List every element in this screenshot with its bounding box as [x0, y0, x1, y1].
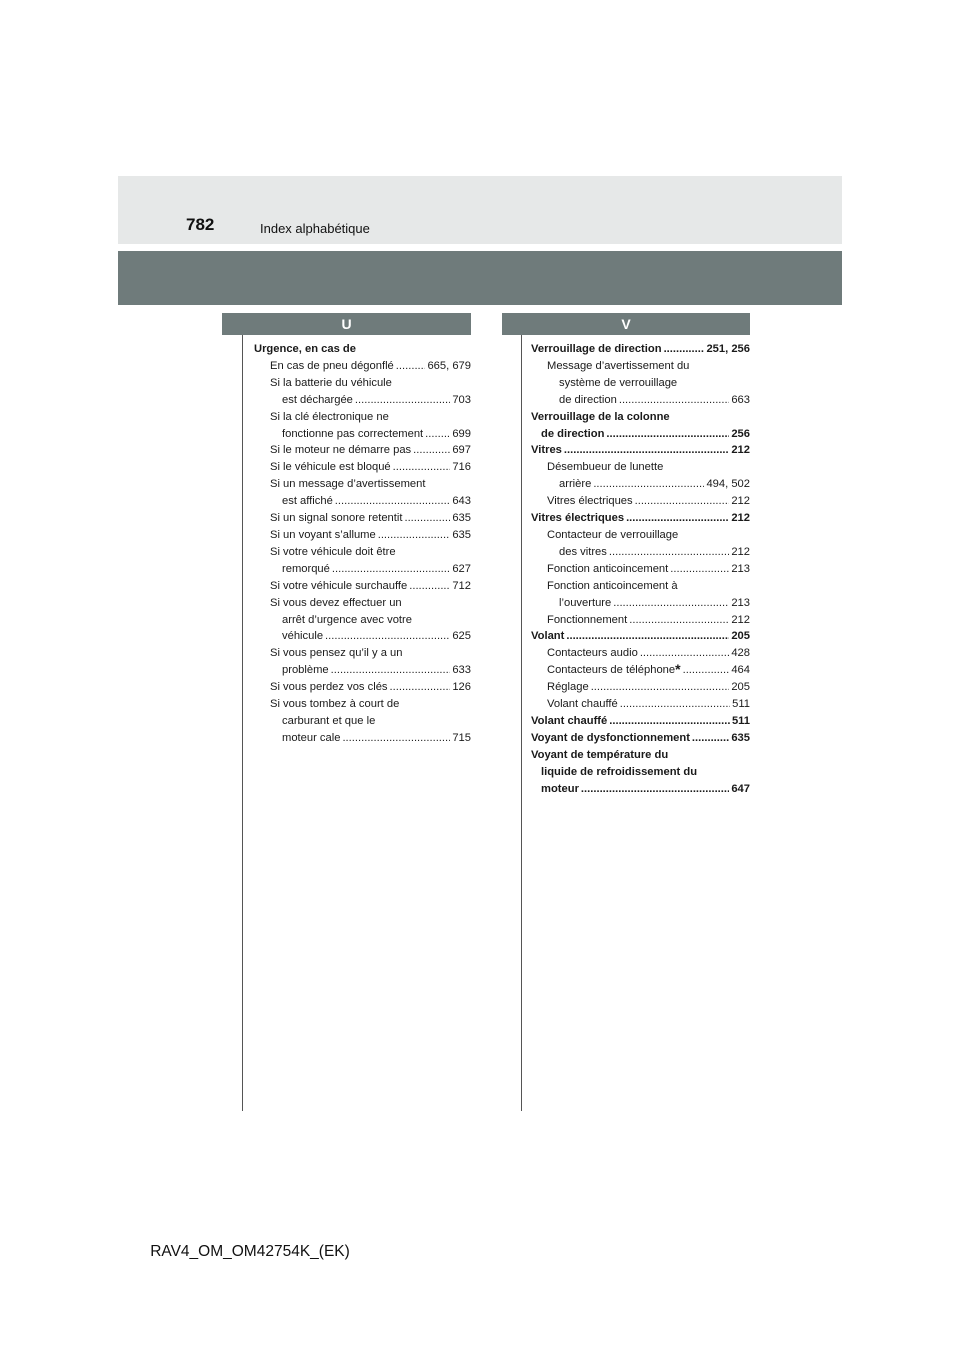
- dot-leader: [332, 561, 450, 578]
- entry-text: système de verrouillage: [559, 376, 678, 389]
- entry-text: Volant chauffé: [547, 698, 618, 711]
- index-entry: [254, 426, 471, 443]
- page-reference: 212: [731, 495, 750, 508]
- entry-text: Si la clé électronique ne: [270, 410, 389, 423]
- entry-text: Verrouillage de direction: [531, 343, 662, 355]
- entry-text: Si un voyant s’allume: [270, 528, 376, 541]
- index-entry: [531, 561, 750, 578]
- index-entry: [531, 459, 750, 476]
- page-reference: 494, 502: [706, 478, 750, 491]
- entry-text: Si la batterie du véhicule: [270, 376, 392, 389]
- dot-leader: [683, 662, 730, 679]
- page-reference: 635: [731, 731, 750, 744]
- entry-text: liquide de refroidissement du: [541, 765, 698, 778]
- index-entry: [531, 696, 750, 713]
- dot-leader: [378, 527, 451, 544]
- page-reference: 647: [731, 782, 750, 795]
- dot-leader: [664, 341, 705, 358]
- index-entry: [254, 358, 471, 375]
- index-entry: [254, 375, 471, 392]
- entry-text: Fonction anticoincement: [547, 562, 669, 575]
- dot-leader: [581, 781, 729, 798]
- index-entry: [254, 612, 471, 629]
- page-reference: 699: [452, 427, 471, 440]
- entry-text: En cas de pneu dégonflé: [270, 359, 394, 372]
- entry-text: moteur cale: [282, 731, 341, 744]
- index-entry: [531, 628, 750, 645]
- page-reference: 627: [452, 562, 471, 575]
- dot-leader: [619, 392, 729, 409]
- column-divider-right: [521, 335, 522, 1111]
- index-entry: [531, 612, 750, 629]
- index-entry: [531, 747, 750, 764]
- entry-text: Fonction anticoincement à: [547, 579, 678, 592]
- index-entry: [254, 409, 471, 426]
- entry-text: arrêt d’urgence avec votre: [282, 613, 412, 626]
- entry-text: Contacteurs audio: [547, 647, 638, 660]
- column-divider-left: [242, 335, 243, 1111]
- entry-text: Verrouillage de la colonne: [531, 410, 670, 423]
- dot-leader: [593, 476, 704, 493]
- entry-text: Si le véhicule est bloqué: [270, 461, 391, 474]
- entry-text: Vitres électriques: [547, 495, 633, 508]
- index-entry: [254, 442, 471, 459]
- entry-text: problème: [282, 664, 329, 677]
- page-reference: 212: [731, 545, 750, 558]
- index-entry: [254, 730, 471, 747]
- dot-leader: [425, 426, 450, 443]
- dot-leader: [640, 645, 730, 662]
- entry-text: Réglage: [547, 681, 589, 694]
- page-reference: 703: [452, 393, 471, 406]
- entry-text: est déchargée: [282, 393, 353, 406]
- entry-text: arrière: [559, 478, 592, 491]
- index-entry: [531, 341, 750, 358]
- dot-leader: [635, 493, 730, 510]
- index-entry: [531, 409, 750, 426]
- index-entry: [531, 358, 750, 375]
- dot-leader: [620, 696, 730, 713]
- entry-text: de direction: [559, 393, 617, 406]
- index-entry: [254, 561, 471, 578]
- entry-text: Si un message d’avertissement: [270, 478, 426, 491]
- index-entry: [254, 476, 471, 493]
- page-reference: 511: [731, 714, 750, 727]
- entry-text: Volant chauffé: [531, 714, 608, 727]
- dot-leader: [591, 679, 730, 696]
- index-entry: [531, 730, 750, 747]
- page-reference: 205: [731, 630, 750, 643]
- index-column-v: [531, 341, 750, 797]
- dot-leader: [629, 612, 729, 629]
- index-entry: [531, 781, 750, 798]
- index-entry: [531, 595, 750, 612]
- entry-text: Contacteurs de téléphone: [547, 664, 676, 677]
- index-entry: [254, 662, 471, 679]
- entry-text: Si vous devez effectuer un: [270, 596, 402, 609]
- index-entry: [254, 459, 471, 476]
- entry-text: moteur: [541, 782, 579, 795]
- dot-leader: [609, 544, 729, 561]
- dot-leader: [325, 628, 450, 645]
- page-reference: 697: [452, 444, 471, 457]
- dot-leader: [409, 578, 450, 595]
- page-reference: 212: [731, 444, 750, 457]
- index-entry: [531, 375, 750, 392]
- dot-leader: [692, 730, 729, 747]
- entry-text: Si le moteur ne démarre pas: [270, 444, 412, 457]
- page-reference: 643: [452, 495, 471, 508]
- index-entry: [254, 392, 471, 409]
- entry-text: Urgence, en cas de: [254, 343, 356, 355]
- entry-text: Contacteur de verrouillage: [547, 528, 679, 541]
- page-reference: 635: [452, 528, 471, 541]
- header-band: [118, 176, 842, 244]
- page-reference: 126: [452, 681, 471, 694]
- entry-text: Si un signal sonore retentit: [270, 512, 403, 525]
- index-entry: [531, 544, 750, 561]
- entry-text: de direction: [541, 427, 605, 440]
- entry-text: Voyant de dysfonctionnement: [531, 731, 690, 744]
- page-reference: 715: [452, 731, 471, 744]
- index-entry: [531, 527, 750, 544]
- entry-text: fonctionne pas correctement: [282, 427, 424, 440]
- index-entry: [254, 628, 471, 645]
- page-reference: 213: [731, 562, 750, 575]
- index-entry: [531, 476, 750, 493]
- dot-leader: [413, 442, 450, 459]
- page-reference: 663: [731, 393, 750, 406]
- dot-leader: [564, 442, 729, 459]
- index-entry: [531, 679, 750, 696]
- dot-leader: [335, 493, 451, 510]
- page-reference: 625: [452, 630, 471, 643]
- dot-leader: [566, 628, 729, 645]
- index-entry: [531, 392, 750, 409]
- index-entry: [254, 645, 471, 662]
- index-entry: [254, 510, 471, 527]
- dot-leader: [613, 595, 729, 612]
- index-entry: [531, 764, 750, 781]
- dot-leader: [404, 510, 450, 527]
- page-number: 782: [186, 215, 215, 234]
- index-entry: [531, 426, 750, 443]
- dot-leader: [396, 358, 426, 375]
- index-entry: [531, 442, 750, 459]
- index-entry: [254, 679, 471, 696]
- page-reference: 251, 256: [706, 343, 750, 355]
- entry-text: véhicule: [282, 630, 324, 643]
- dot-leader: [331, 662, 451, 679]
- page-reference: 716: [452, 461, 471, 474]
- page-reference: 428: [731, 647, 750, 660]
- entry-text: Voyant de température du: [531, 748, 669, 761]
- dot-leader: [390, 679, 451, 696]
- entry-text: Si vous pensez qu’il y a un: [270, 647, 403, 660]
- page-reference: 212: [731, 512, 750, 525]
- index-entry: [531, 645, 750, 662]
- index-entry: [531, 713, 750, 730]
- dot-leader: [342, 730, 450, 747]
- entry-text: carburant et que le: [282, 714, 376, 727]
- index-entry: [531, 578, 750, 595]
- entry-text: Vitres électriques: [531, 512, 625, 525]
- entry-text: Message d’avertissement du: [547, 359, 690, 372]
- dot-leader: [609, 713, 730, 730]
- section-title: Index alphabétique: [260, 221, 370, 236]
- dot-leader: [670, 561, 729, 578]
- entry-text: des vitres: [559, 545, 607, 558]
- index-entry: [254, 493, 471, 510]
- dark-band: [118, 251, 842, 305]
- index-entry: [254, 544, 471, 561]
- entry-text: est affiché: [282, 495, 333, 508]
- index-entry: [254, 341, 471, 358]
- page-reference: 633: [452, 664, 471, 677]
- letter-heading-v: V: [502, 313, 750, 335]
- page-reference: 256: [731, 427, 750, 440]
- dot-leader: [626, 510, 729, 527]
- index-entry: [254, 527, 471, 544]
- entry-text: Volant: [531, 630, 565, 643]
- page-reference: 665, 679: [427, 359, 471, 372]
- entry-text: l’ouverture: [559, 596, 612, 609]
- document-code: RAV4_OM_OM42754K_(EK): [150, 1243, 350, 1260]
- entry-text: Si vous perdez vos clés: [270, 681, 388, 694]
- entry-text: Vitres: [531, 444, 562, 457]
- dot-leader: [606, 426, 729, 443]
- entry-text: Si vous tombez à court de: [270, 698, 400, 711]
- index-entry: [254, 696, 471, 713]
- letter-heading-u: U: [222, 313, 471, 335]
- index-entry: [254, 595, 471, 612]
- footer: [0, 1243, 960, 1261]
- page-reference: 511: [732, 698, 750, 711]
- page-reference: 464: [731, 664, 750, 677]
- entry-text: Désembueur de lunette: [547, 461, 664, 474]
- entry-text: remorqué: [282, 562, 330, 575]
- index-entry: [254, 578, 471, 595]
- page-reference: 712: [452, 579, 471, 592]
- page-reference: 212: [731, 613, 750, 626]
- page-reference: 205: [731, 681, 750, 694]
- index-entry: Contacteurs de téléphone * ..... 464: [531, 662, 750, 679]
- page-reference: 213: [731, 596, 750, 609]
- index-column-u: [254, 341, 471, 747]
- dot-leader: [393, 459, 451, 476]
- page-reference: 635: [452, 512, 471, 525]
- index-entry: [531, 493, 750, 510]
- entry-text: Fonctionnement: [547, 613, 628, 626]
- index-entry: [531, 510, 750, 527]
- entry-text: Si votre véhicule doit être: [270, 545, 396, 558]
- dot-leader: [355, 392, 450, 409]
- index-entry: [254, 713, 471, 730]
- entry-text: Si votre véhicule surchauffe: [270, 579, 408, 592]
